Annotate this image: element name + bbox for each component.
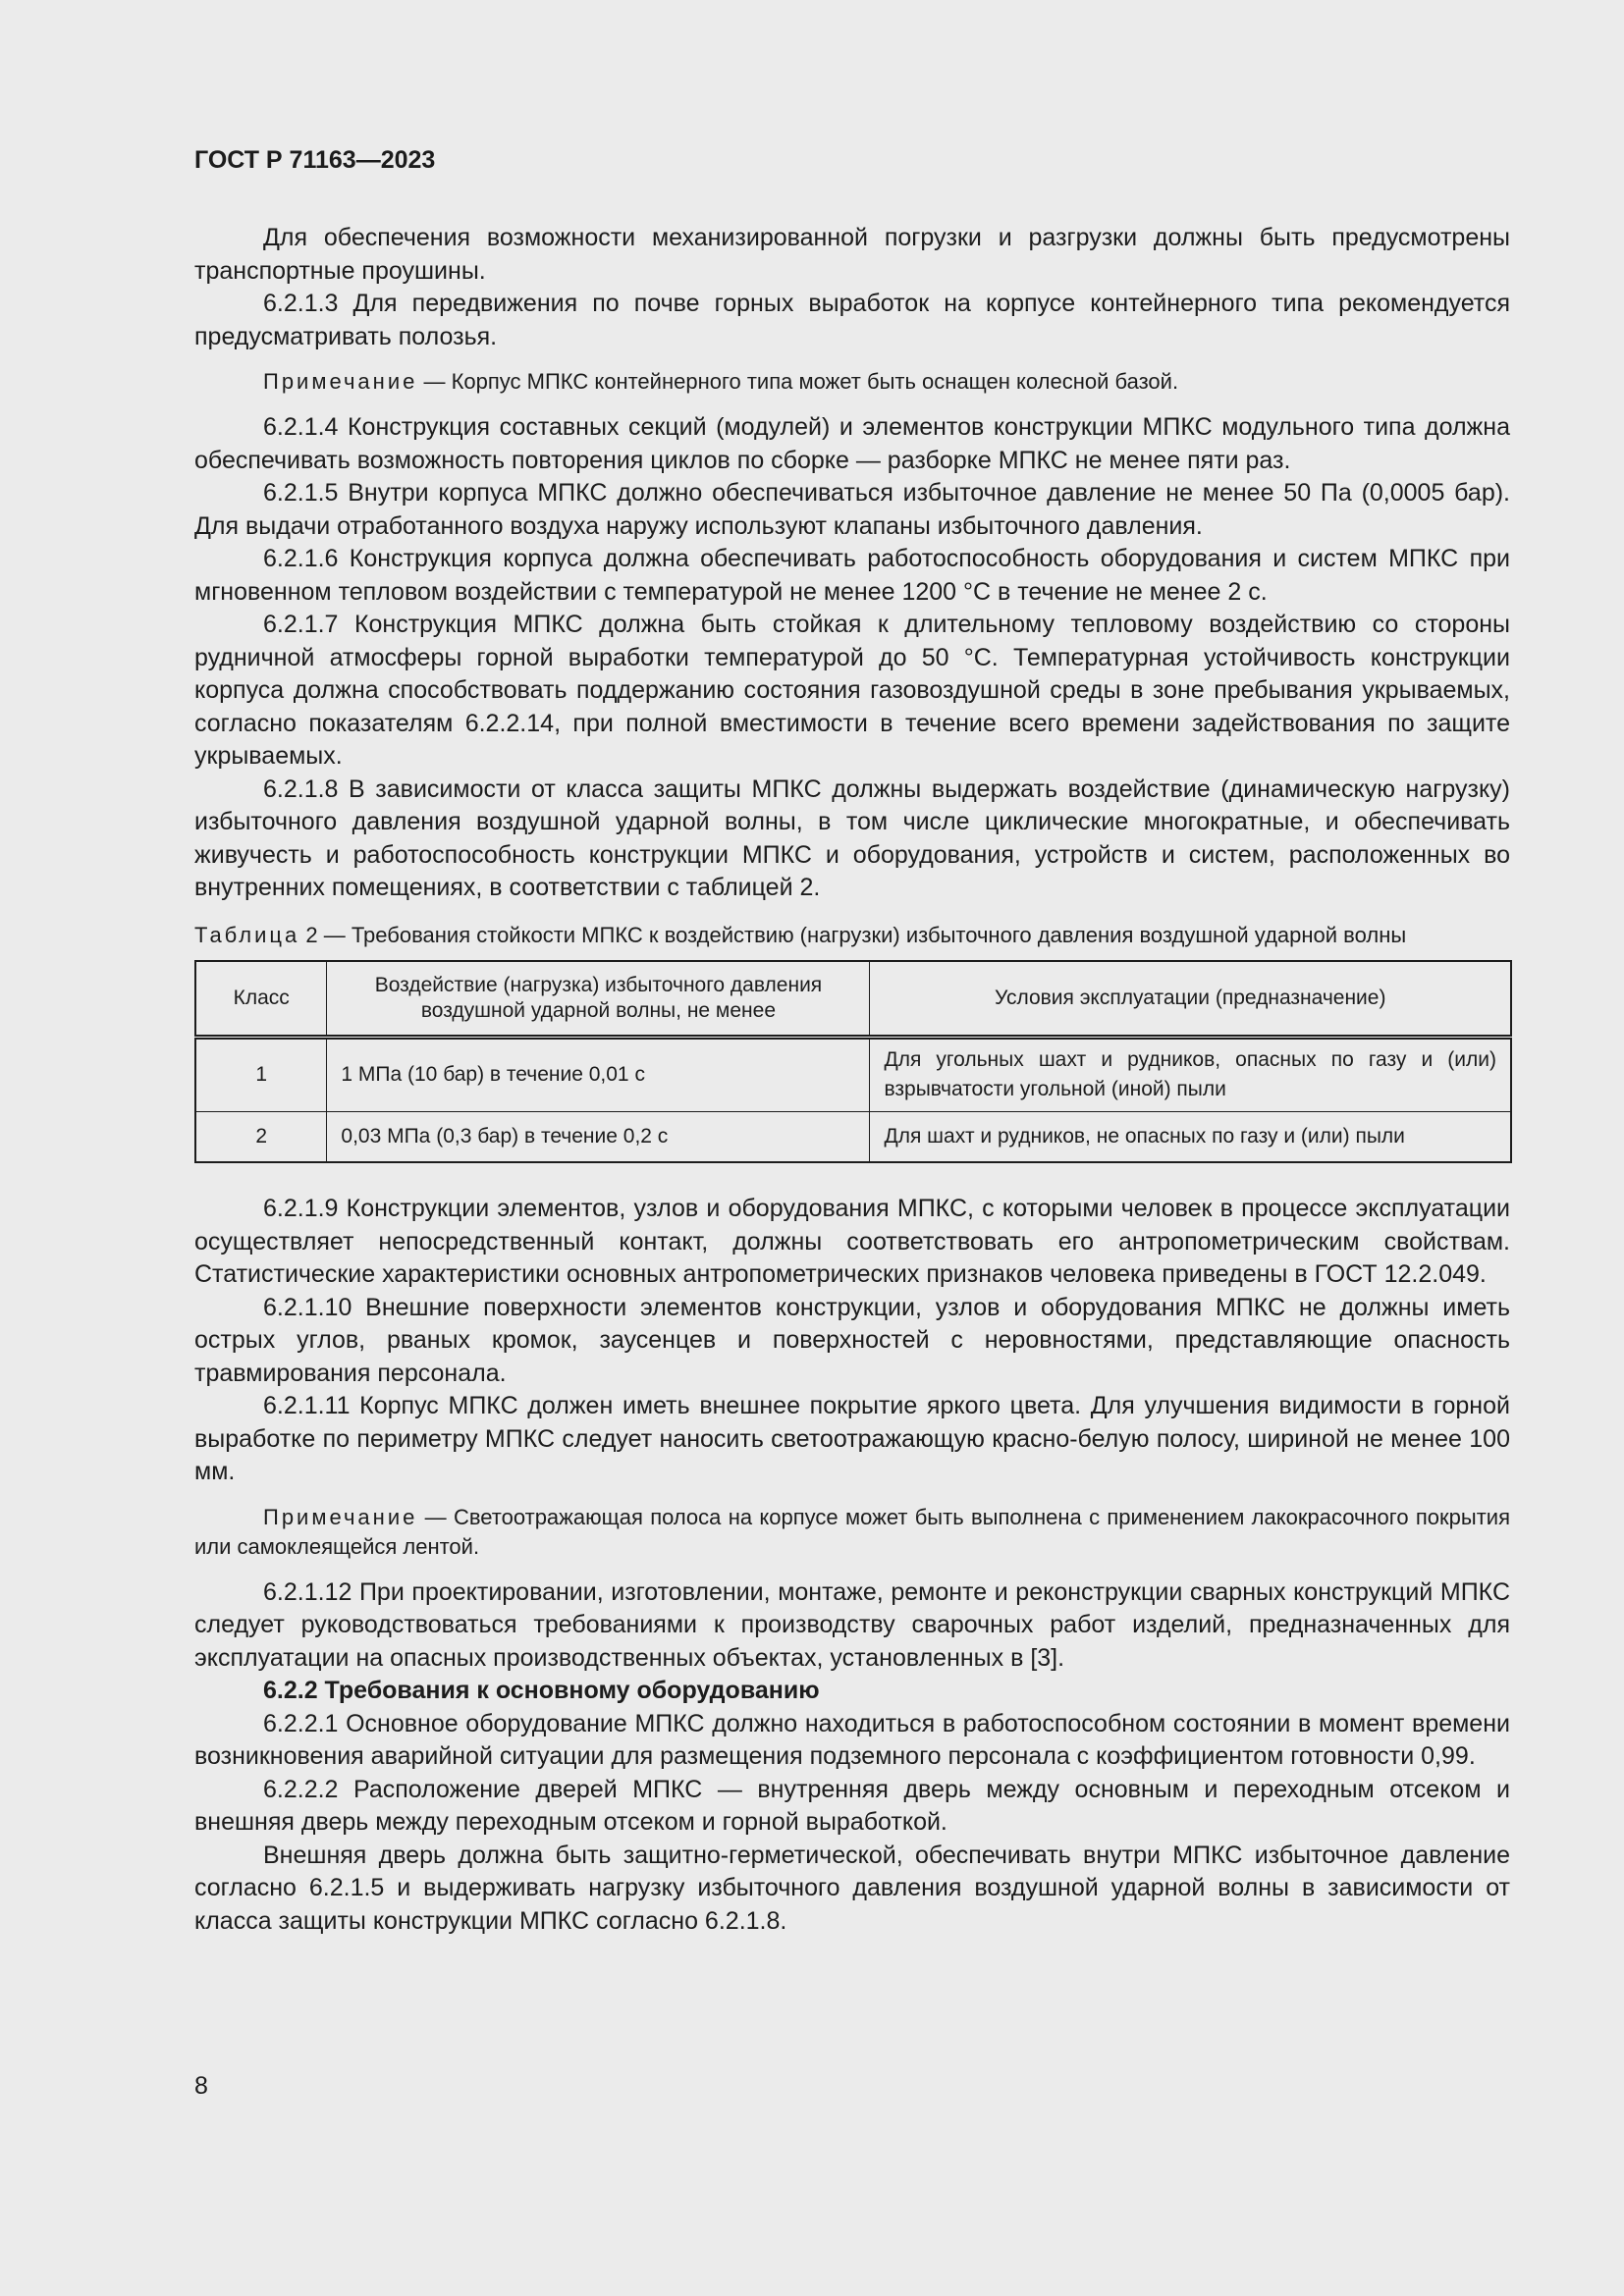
note: [194, 367, 1510, 397]
table-caption-text: 2 — Требования стойкости МПКС к воздействию (нагрузки) избыточного давления воздушной ударной волны: [299, 922, 1407, 947]
table-cell: 1 МПа (10 бар) в течение 0,01 с: [327, 1037, 870, 1111]
note-text: — Светоотражающая полоса на корпусе может быть выполнена с применением лакокрасочного покрытия или самоклеящейся лентой.: [194, 1504, 1510, 1559]
note-text: — Корпус МПКС контейнерного типа может быть оснащен колесной базой.: [417, 369, 1179, 394]
paragraph: 6.2.2.2 Расположение дверей МПКС — внутренняя дверь между основным и переходным отсеком и внешняя дверь между переходным отсеком и горной выработкой.: [194, 1775, 1510, 1836]
paragraph: 6.2.1.8 В зависимости от класса защиты МПКС должны выдержать воздействие (динамическую нагрузку) избыточного давления воздушной ударной волны, в том числе циклические многократные, и обеспечивать живучесть и работоспособность конструкции МПКС и оборудования, устройств и систем, расположенных во внутренних помещениях, в соответствии с таблицей 2.: [194, 774, 1510, 901]
note: [194, 1503, 1510, 1562]
paragraph: Внешняя дверь должна быть защитно-герметической, обеспечивать внутри МПКС избыточное давление согласно 6.2.1.5 и выдерживать нагрузку избыточного давления воздушной ударной волны в зависимости от класса защиты конструкции МПКС согласно 6.2.1.8.: [194, 1841, 1510, 1935]
table-caption-label: Таблица: [194, 922, 300, 947]
document-page: [194, 145, 1510, 1938]
paragraph: 6.2.2.1 Основное оборудование МПКС должно находиться в работоспособном состоянии в момент времени возникновения аварийной ситуации для размещения подземного персонала с коэффициентом готовности 0,99.: [194, 1709, 1510, 1770]
section-heading: 6.2.2 Требования к основному оборудованию: [263, 1677, 820, 1704]
table-row: [195, 1037, 1511, 1111]
table-cell: 2: [195, 1111, 327, 1162]
paragraph: 6.2.1.10 Внешние поверхности элементов конструкции, узлов и оборудования МПКС не должны иметь острых углов, рваных кромок, заусенцев и поверхностей с неровностями, представляющие опасность травмирования персонала.: [194, 1293, 1510, 1387]
paragraph: 6.2.1.11 Корпус МПКС должен иметь внешнее покрытие яркого цвета. Для улучшения видимости в горной выработке по периметру МПКС следует наносить светоотражающую красно-белую полосу, шириной не менее 100 мм.: [194, 1392, 1510, 1485]
paragraph: 6.2.1.7 Конструкция МПКС должна быть стойкая к длительному тепловому воздействию со стороны рудничной атмосферы горной выработки температурой до 50 °С. Температурная устойчивость конструкции корпуса должна способствовать поддержанию состояния газовоздушной среды в зоне пребывания укрываемых, согласно показателям 6.2.2.14, при полной вместимости в течение всего времени задействования по защите укрываемых.: [194, 611, 1510, 770]
note-label: Примечание: [263, 369, 418, 394]
paragraph: 6.2.1.3 Для передвижения по почве горных выработок на корпусе контейнерного типа рекомендуется предусматривать полозья.: [194, 290, 1510, 350]
column-header-impact: Воздействие (нагрузка) избыточного давления воздушной ударной волны, не менее: [327, 961, 870, 1038]
table-caption: [194, 921, 1510, 950]
column-header-class: Класс: [195, 961, 327, 1038]
column-header-conditions: Условия эксплуатации (предназначение): [870, 961, 1511, 1038]
document-header: ГОСТ Р 71163—2023: [194, 146, 436, 174]
paragraph: 6.2.1.5 Внутри корпуса МПКС должно обеспечиваться избыточное давление не менее 50 Па (0,0005 бар). Для выдачи отработанного воздуха наружу используют клапаны избыточного давления.: [194, 479, 1510, 540]
paragraph: 6.2.1.9 Конструкции элементов, узлов и оборудования МПКС, с которыми человек в процессе эксплуатации осуществляет непосредственный контакт, должны соответствовать его антропометрическим свойствам. Статистические характеристики основных антропометрических признаков человека приведены в ГОСТ 12.2.049.: [194, 1195, 1510, 1288]
paragraph: 6.2.1.12 При проектировании, изготовлении, монтаже, ремонте и реконструкции сварных конструкций МПКС следует руководствоваться требованиями к производству сварочных работ изделий, предназначенных для эксплуатации на опасных производственных объектах, установленных в [3].: [194, 1577, 1510, 1672]
table-row: [195, 1111, 1511, 1162]
note-label: Примечание: [263, 1504, 418, 1529]
table-cell: 0,03 МПа (0,3 бар) в течение 0,2 с: [327, 1111, 870, 1162]
paragraph: Для обеспечения возможности механизированной погрузки и разгрузки должны быть предусмотрены транспортные проушины.: [194, 224, 1510, 285]
table-cell: Для угольных шахт и рудников, опасных по газу и (или) взрывчатости угольной (иной) пыли: [870, 1037, 1511, 1111]
paragraph: 6.2.1.4 Конструкция составных секций (модулей) и элементов конструкции МПКС модульного типа должна обеспечивать возможность повторения циклов по сборке — разборке МПКС не менее пяти раз.: [194, 413, 1510, 474]
page-number: 8: [194, 2072, 208, 2100]
requirements-table: [194, 960, 1512, 1164]
table-cell: Для шахт и рудников, не опасных по газу и (или) пыли: [870, 1111, 1511, 1162]
table-cell: 1: [195, 1037, 327, 1111]
table-header-row: [195, 961, 1511, 1038]
paragraph: 6.2.1.6 Конструкция корпуса должна обеспечивать работоспособность оборудования и систем МПКС при мгновенном тепловом воздействии с температурой не менее 1200 °С в течение не менее 2 с.: [194, 545, 1510, 606]
